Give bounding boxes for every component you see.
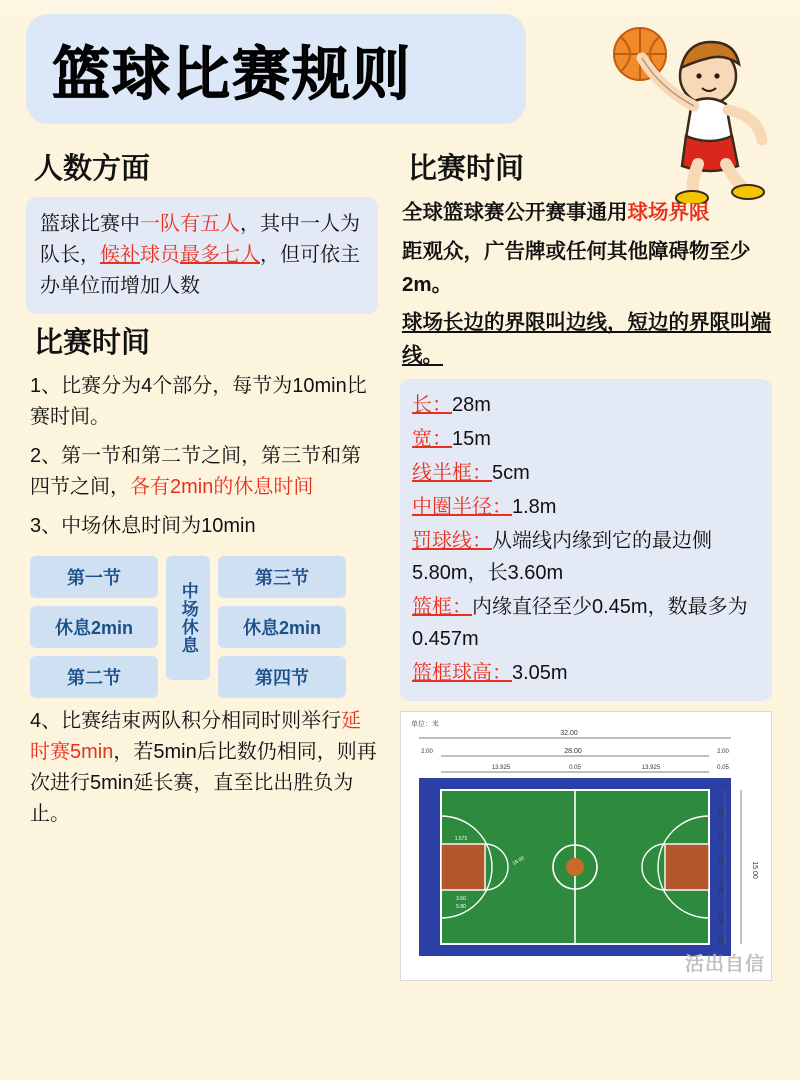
schedule-col-mid [166,556,210,698]
spec-label: 罚球线： [412,529,492,552]
spec-value: 1.8m [512,495,557,518]
svg-text:19.00: 19.00 [511,855,526,867]
spec-label: 篮框： [412,595,472,618]
section-heading-people: 人数方面 [34,153,151,185]
watermark: 活出自信 [684,953,765,975]
left-column [26,140,378,981]
svg-text:6.75: 6.75 [717,830,723,842]
schedule-col-3 [218,556,346,698]
cell-break-1: 休息2min [30,606,158,648]
svg-text:28.00: 28.00 [564,747,582,755]
spec-label: 长： [412,393,452,416]
court-spec-box [400,379,772,701]
svg-text:2.00: 2.00 [717,806,723,818]
schedule-col-1 [30,556,158,698]
svg-text:2.00: 2.00 [717,934,723,946]
rule-2 [30,441,378,503]
svg-text:15.00: 15.00 [751,861,758,879]
cell-halftime [166,556,210,680]
court-clearance: 距观众，广告牌或任何其他障碍物至少2m。 [402,239,751,296]
spec-row [412,657,760,689]
spec-label: 篮框球高： [412,661,512,684]
section-heading-time-left: 比赛时间 [34,327,151,359]
cell-break-2: 休息2min [218,606,346,648]
people-text-1: 篮球比赛中 [40,213,140,235]
svg-text:2.00: 2.00 [717,748,729,755]
spec-row [412,457,760,489]
spec-label: 宽： [412,427,452,450]
people-text-4: 候补 [100,244,140,266]
section-heading-time-right: 比赛时间 [408,153,525,185]
spec-row [412,389,760,421]
svg-text:6.00: 6.00 [717,882,723,894]
right-column [400,140,772,981]
rule-4 [30,706,378,830]
cell-quarter-3: 第三节 [218,556,346,598]
rule-4-c: ，若5min后比数仍相同，则再次进行5min延长赛，直至比出胜负为止。 [30,741,377,825]
people-text-6: 最多七人 [180,244,260,266]
spec-value: 15m [452,427,491,450]
basketball-player-icon [580,18,770,203]
people-text-7: ，但可依主办单位而增加人数 [40,244,360,297]
svg-text:4.15: 4.15 [717,854,723,866]
rule-4-a: 4、比赛结束两队积分相同时则举行 [30,710,342,732]
svg-text:13.925: 13.925 [491,764,511,771]
svg-text:1.575: 1.575 [454,835,468,842]
spec-value: 3.05m [512,661,568,684]
cell-quarter-4: 第四节 [218,656,346,698]
court-intro-b: 球场界限 [627,201,710,224]
people-text-2: 一队有五人 [140,213,240,235]
title-banner [26,14,526,124]
spec-label: 线半框： [412,461,492,484]
spec-row [412,525,760,589]
people-text-3: ，其中一人为队长， [40,213,360,266]
spec-row [412,591,760,655]
svg-text:5.80: 5.80 [456,903,466,910]
people-rule-box [26,197,378,314]
svg-text:2.00: 2.00 [421,748,433,755]
page-title: 篮球比赛规则 [52,42,413,107]
spec-row [412,423,760,455]
spec-value: 5cm [492,461,530,484]
rule-4-highlight: 延时赛5min [30,710,362,763]
spec-value: 内缘直径至少0.45m，数最多为0.457m [412,595,748,650]
svg-text:0.05: 0.05 [569,764,581,771]
spec-label: 中圈半径： [412,495,512,518]
court-boundary-note: 球场长边的界限叫边线，短边的界限叫端线。 [402,311,771,368]
svg-text:13.925: 13.925 [641,764,661,771]
cell-quarter-1: 第一节 [30,556,158,598]
people-text-5: 球员 [140,244,180,266]
court-unit-label: 单位：米 [411,720,439,728]
spec-row [412,491,760,523]
court-diagram [400,711,772,981]
spec-value: 从端线内缘到它的最边侧5.80m，长3.60m [412,529,712,584]
poster-page [0,14,800,1080]
cell-halftime-label: 中场休息 [178,582,198,654]
rule-2-highlight: 各有2min的休息时间 [130,476,314,498]
spec-value: 28m [452,393,491,416]
content-columns [0,140,800,981]
court-intro-a: 全球篮球赛公开赛事通用 [402,201,628,224]
cell-quarter-2: 第二节 [30,656,158,698]
svg-text:0.05: 0.05 [717,764,729,771]
schedule-grid [30,556,378,698]
rule-2-text: 2、第一节和第二节之间，第三节和第四节之间， [30,445,362,498]
rule-1: 1、比赛分为4个部分，每节为10min比赛时间。 [30,375,367,428]
svg-text:3.60: 3.60 [456,895,466,902]
svg-text:6.75: 6.75 [717,912,723,924]
svg-text:32.00: 32.00 [560,729,578,737]
rule-3: 3、中场休息时间为10min [30,515,256,537]
